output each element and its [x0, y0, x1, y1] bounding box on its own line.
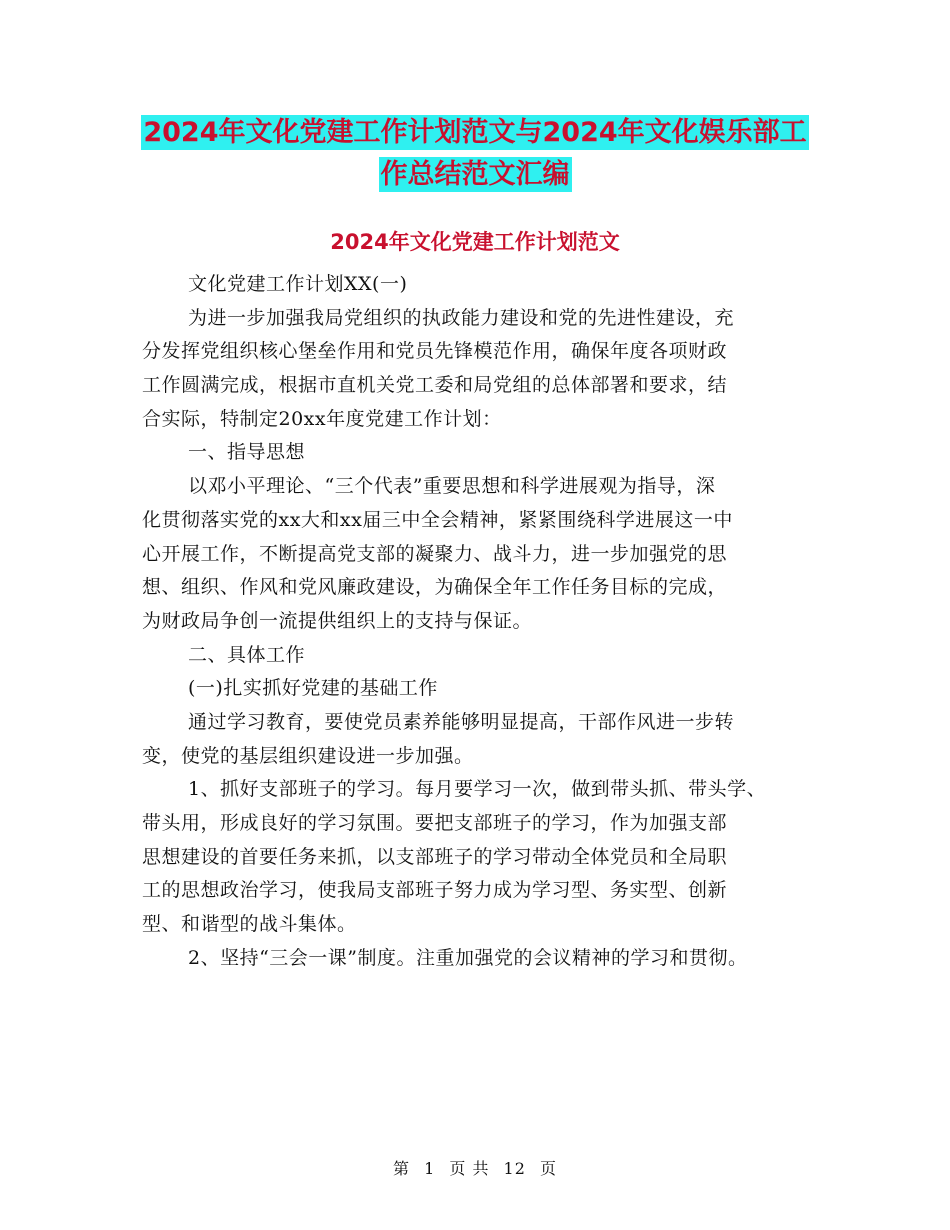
paragraph-line: 2、坚持“三会一课”制度。注重加强党的会议精神的学习和贯彻。 — [188, 946, 748, 969]
paragraph-line: 分发挥党组织核心堡垒作用和党员先锋模范作用，确保年度各项财政 — [142, 340, 728, 363]
paragraph-line: 型、和谐型的战斗集体。 — [142, 913, 357, 936]
paragraph-line: 以邓小平理论、“三个代表”重要思想和科学进展观为指导，深 — [188, 475, 716, 498]
paragraph-line: 工的思想政治学习，使我局支部班子努力成为学习型、务实型、创新 — [142, 879, 728, 902]
subsection-heading: (一)扎实抓好党建的基础工作 — [188, 677, 438, 700]
paragraph-line: 合实际，特制定20xx年度党建工作计划： — [142, 407, 502, 430]
page-label-mid: 页 共 — [449, 1159, 490, 1178]
document-body — [142, 268, 832, 975]
paragraph-line: 通过学习教育，要使党员素养能够明显提高，干部作风进一步转 — [188, 710, 735, 733]
page-label-post: 页 — [540, 1159, 558, 1178]
paragraph-line: 变，使党的基层组织建设进一步加强。 — [142, 744, 474, 767]
section-heading: 二、具体工作 — [188, 643, 306, 666]
document-title-line-2 — [0, 152, 950, 191]
paragraph-line: 工作圆满完成，根据市直机关党工委和局党组的总体部署和要求，结 — [142, 374, 728, 397]
page-total: 12 — [503, 1159, 526, 1178]
paragraph-line: 为财政局争创一流提供组织上的支持与保证。 — [142, 609, 533, 632]
title-highlight: 2024年文化党建工作计划范文与2024年文化娱乐部工 — [143, 117, 807, 148]
paragraph-line: 心开展工作，不断提高党支部的凝聚力、战斗力，进一步加强党的思 — [142, 542, 728, 565]
paragraph-line: 带头用，形成良好的学习氛围。要把支部班子的学习，作为加强支部 — [142, 812, 728, 834]
page-footer — [0, 1156, 950, 1179]
paragraph-line: 化贯彻落实党的xx大和xx届三中全会精神，紧紧围绕科学进展这一中 — [142, 508, 733, 531]
section-subtitle: 2024年文化党建工作计划范文 — [330, 230, 620, 254]
page-label-pre: 第 — [392, 1159, 410, 1178]
paragraph-line: 文化党建工作计划XX(一) — [188, 273, 408, 295]
paragraph-line: 想、组织、作风和党风廉政建设，为确保全年工作任务目标的完成， — [142, 576, 728, 599]
document-title-line-1 — [0, 110, 950, 149]
title-highlight: 作总结范文汇编 — [380, 159, 570, 190]
paragraph-line: 1、抓好支部班子的学习。每月要学习一次，做到带头抓、带头学、 — [188, 778, 767, 801]
page-number: 1 — [424, 1159, 436, 1178]
paragraph-line: 为进一步加强我局党组织的执政能力建设和党的先进性建设，充 — [188, 306, 735, 329]
section-heading: 一、指导思想 — [188, 441, 306, 464]
paragraph-line: 思想建设的首要任务来抓，以支部班子的学习带动全体党员和全局职 — [142, 845, 728, 868]
